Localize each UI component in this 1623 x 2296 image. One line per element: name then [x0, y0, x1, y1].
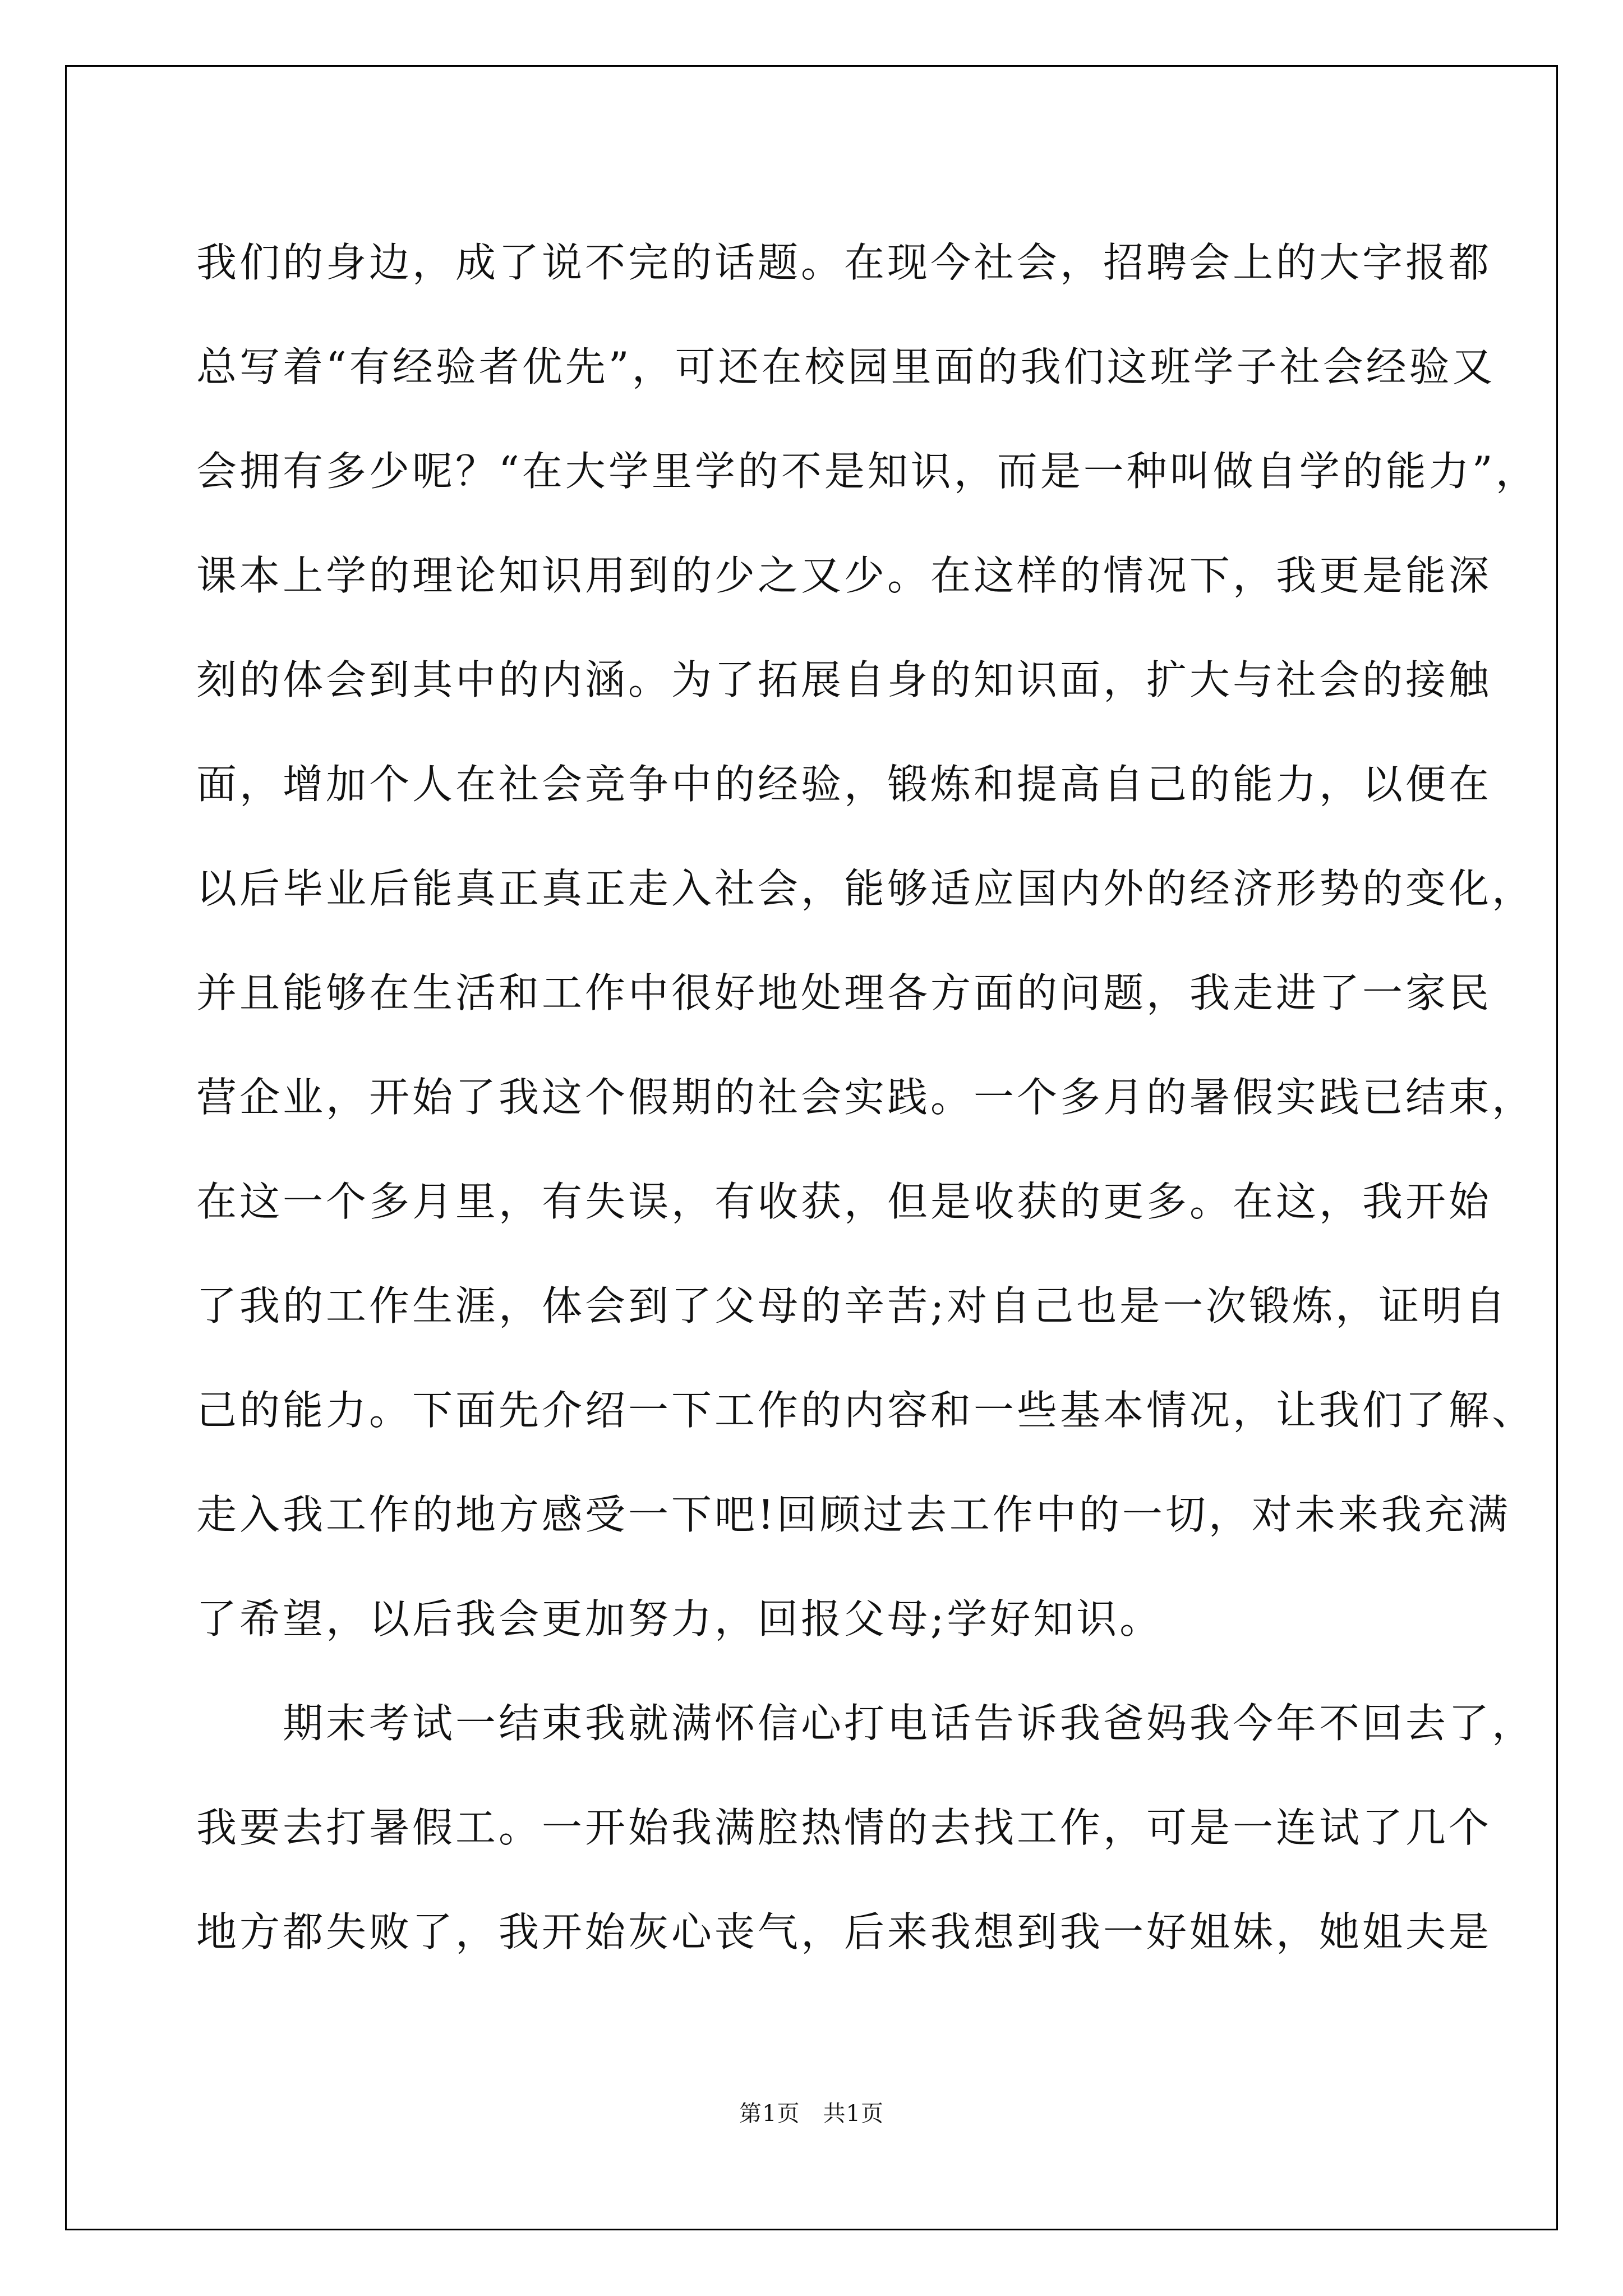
text-line-11: 了我的工作生涯，体会到了父母的辛苦;对自己也是一次锻炼，证明自 — [196, 1282, 1509, 1329]
text-line-10: 在这一个多月里，有失误，有收获，但是收获的更多。在这，我开始 — [196, 1178, 1492, 1225]
text-line-16: 我要去打暑假工。一开始我满腔热情的去找工作，可是一连试了几个 — [196, 1804, 1492, 1851]
text-line-15: 期末考试一结束我就满怀信心打电话告诉我爸妈我今年不回去了， — [196, 1700, 1536, 1747]
text-line-3: 会拥有多少呢？“在大学里学的不是知识，而是一种叫做自学的能力”， — [196, 448, 1539, 495]
page-footer — [0, 2096, 1623, 2128]
document-body — [196, 210, 1539, 1984]
text-line-13: 走入我工作的地方感受一下吧!回顾过去工作中的一切，对未来我充满 — [196, 1491, 1511, 1538]
text-line-5: 刻的体会到其中的内涵。为了拓展自身的知识面，扩大与社会的接触 — [196, 656, 1492, 703]
text-line-4: 课本上学的理论知识用到的少之又少。在这样的情况下，我更是能深 — [196, 552, 1492, 599]
text-line-12: 己的能力。下面先介绍一下工作的内容和一些基本情况，让我们了解、 — [196, 1387, 1536, 1434]
text-line-17: 地方都失败了，我开始灰心丧气，后来我想到我一好姐妹，她姐夫是 — [196, 1908, 1492, 1955]
text-line-9: 营企业，开始了我这个假期的社会实践。一个多月的暑假实践已结束， — [196, 1074, 1536, 1121]
page-number-label: 第1页 共1页 — [739, 2101, 884, 2127]
text-line-2: 总写着“有经验者优先”，可还在校园里面的我们这班学子社会经验又 — [196, 343, 1496, 390]
text-line-6: 面，增加个人在社会竞争中的经验，锻炼和提高自己的能力，以便在 — [196, 761, 1492, 808]
text-line-8: 并且能够在生活和工作中很好地处理各方面的问题，我走进了一家民 — [196, 969, 1492, 1016]
text-line-7: 以后毕业后能真正真正走入社会，能够适应国内外的经济形势的变化， — [196, 865, 1536, 912]
text-line-1: 我们的身边，成了说不完的话题。在现今社会，招聘会上的大字报都 — [196, 239, 1492, 286]
text-line-14: 了希望，以后我会更加努力，回报父母;学好知识。 — [196, 1595, 1163, 1642]
